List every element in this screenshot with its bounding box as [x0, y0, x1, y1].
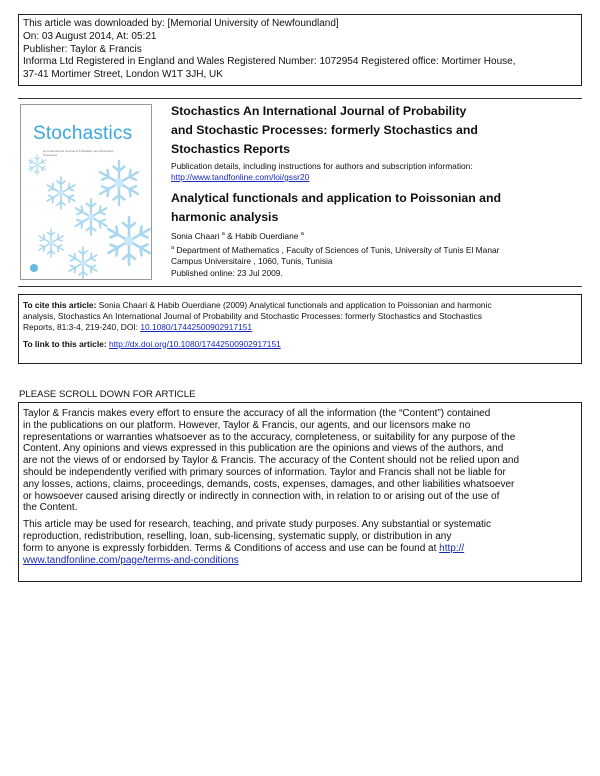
journal-url-link[interactable]: http://www.tandfonline.com/loi/gssr20: [171, 172, 310, 182]
divider-top: [18, 98, 582, 99]
cite-text: Sonia Chaari & Habib Ouerdiane (2009) Analytical functionals and application to Poissonian and harmonic: [96, 300, 492, 310]
article-info: [171, 102, 583, 279]
affiliation-marker: a: [171, 245, 175, 252]
download-source-line: This article was downloaded by: [Memorial University of Newfoundland]: [23, 18, 339, 29]
divider-middle: [18, 286, 582, 287]
terms-link[interactable]: http://: [439, 542, 465, 554]
address-line: 37-41 Mortimer Street, London W1T 3JH, UK: [23, 69, 223, 81]
registration-line: Informa Ltd Registered in England and Wales Registered Number: 1072954 Registered office: Mortimer House,: [23, 56, 516, 68]
author-affiliation-marker: a: [221, 231, 225, 238]
journal-cover-image: [20, 104, 152, 280]
publication-details: Publication details, including instructions for authors and subscription information:: [171, 161, 473, 171]
journal-title: Stochastics An International Journal of Probability and Stochastic Processes: formerly Stochastics and Stochastics Reports: [171, 104, 478, 156]
cite-text-line2: analysis, Stochastics An International Journal of Probability and Stochastic Processes: formerly Stochastics and Stochastics: [23, 311, 482, 322]
doi-link[interactable]: 10.1080/17442500902917151: [140, 322, 253, 333]
download-date-line: On: 03 August 2014, At: 05:21: [23, 30, 157, 42]
citation-box: [18, 294, 582, 364]
author-name: Sonia Chaari: [171, 231, 220, 241]
affiliation-campus: Campus Universitaire , 1060, Tunis, Tunisia: [171, 256, 333, 267]
disclaimer-paragraph-1: Taylor & Francis makes every effort to ensure the accuracy of all the information (the “Content”) contained in the publications on our platform. However, Taylor & Francis, our agents, and our licensors make no representations or warranties whatsoever as to the accuracy, completeness, or suitability for any purpose of the Content. Any opinions and views expressed in this publication are the opinions and views of the authors, and are not the views of or endorsed by Taylor & Francis. The accuracy of the Content should not be relied upon and should be independently verified with primary sources of information. Taylor and Francis shall not be liable for any losses, actions, claims, proceedings, demands, costs, expenses, damages, and other liabilities whatsoever or howsoever caused arising directly or indirectly in connection with, in relation to or arising out of the use of the Content.: [23, 408, 520, 514]
author-separator: &: [224, 231, 236, 241]
link-label: To link to this article:: [23, 338, 109, 349]
cite-text-line3: Reports, 81:3-4, 219-240, DOI:: [23, 322, 141, 333]
cite-label: To cite this article:: [23, 300, 97, 310]
article-title: Analytical functionals and application to Poissonian and harmonic analysis: [171, 191, 502, 224]
authors: [171, 231, 583, 242]
disclaimer-paragraph-2: This article may be used for research, teaching, and private study purposes. Any substantial or systematic reproduction, redistribution, reselling, loan, sub-licensing, systematic supply, or distribution in any form to anyone is expressly forbidden. Terms & Conditions of access and use can be found at http:// www.tandfonline.com/page/terms-and-conditions: [23, 519, 492, 566]
article-doi-url-link[interactable]: http://dx.doi.org/10.1080/17442500902917151: [108, 338, 281, 349]
terms-link-continued[interactable]: www.tandfonline.com/page/terms-and-conditions: [23, 554, 239, 566]
author-affiliation-marker: a: [300, 231, 304, 238]
disclaimer-box: [18, 402, 582, 582]
publisher-line: Publisher: Taylor & Francis: [23, 43, 142, 55]
cover-title: Stochastics: [33, 123, 133, 144]
cover-subtitle: An International Journal of Probability and Stochastic Processes: [43, 149, 114, 157]
author-name: Habib Ouerdiane: [235, 231, 299, 241]
affiliation: $^a$ Department of Mathematics , Faculty of Sciences of Tunis, University of Tunis El Manar: [171, 245, 500, 256]
download-info-box: [18, 14, 582, 86]
scroll-notice: PLEASE SCROLL DOWN FOR ARTICLE: [19, 389, 196, 400]
published-date: Published online: 23 Jul 2009.: [171, 267, 283, 278]
